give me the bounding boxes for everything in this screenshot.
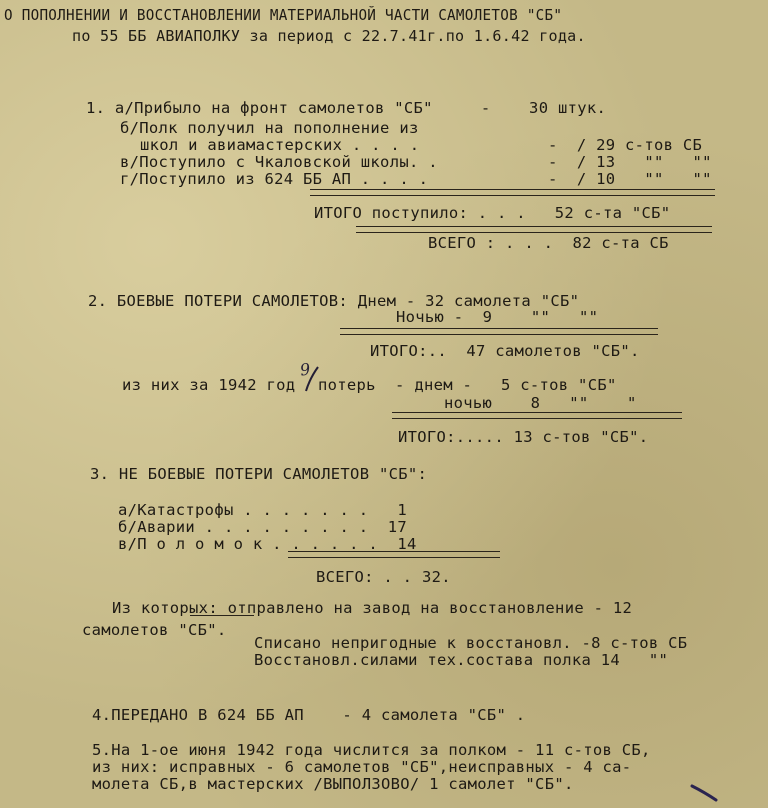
s3-note-1: Из которых: отправлено на завод на восстановление - 12 <box>112 599 633 617</box>
s3-note-4: Восстановл.силами тех.состава полка 14 "" <box>254 651 669 669</box>
s1-item-v: в/Поступило с Чкаловской школы. . <box>120 153 438 171</box>
s2-from-1942-label: из них за 1942 год <box>122 376 296 394</box>
s3-item-a: а/Катастрофы . . . . . . . 1 <box>118 501 407 519</box>
s2-rule-2 <box>392 412 682 419</box>
s3-note-underline <box>190 615 254 616</box>
s5-line-1: 5.На 1-ое июня 1942 года числится за полком - 11 с-тов СБ, <box>92 741 651 759</box>
s3-note-2: самолетов "СБ". <box>82 621 227 639</box>
s2-from-1942-losses: потерь - днем - 5 с-тов "СБ" <box>318 376 617 394</box>
header-line-2: по 55 ББ АВИАПОЛКУ за период с 22.7.41г.по 1.6.42 года. <box>72 27 586 45</box>
s3-rule <box>288 551 500 558</box>
s2-itogo: ИТОГО:.. 47 самолетов "СБ". <box>370 342 640 360</box>
s1-item-a: 1. а/Прибыло на фронт самолетов "СБ" - 30 штук. <box>86 99 607 117</box>
s1-vsego: ВСЕГО : . . . 82 с-та СБ <box>428 234 669 252</box>
s5-line-2: из них: исправных - 6 самолетов "СБ",неисправных - 4 са- <box>92 758 632 776</box>
s3-vsego: ВСЕГО: . . 32. <box>316 568 451 586</box>
s1-itogo: ИТОГО поступило: . . . 52 с-та "СБ" <box>314 204 671 222</box>
s1-item-v-value: - / 13 "" "" <box>548 153 712 171</box>
header-line-1: О ПОПОЛНЕНИИ И ВОССТАНОВЛЕНИИ МАТЕРИАЛЬНОЙ ЧАСТИ САМОЛЕТОВ "СБ" <box>4 6 563 24</box>
s1-item-g-value: - / 10 "" "" <box>548 170 712 188</box>
s2-night-2: ночью 8 "" " <box>444 394 637 412</box>
pencil-tick-mark <box>690 782 720 802</box>
s3-item-b: б/Аварии . . . . . . . . . 17 <box>118 518 407 536</box>
s3-item-v: в/П о л о м о к . . . . . . 14 <box>118 535 417 553</box>
s5-line-3: молета СБ,в мастерских /ВЫПОЛЗОВО/ 1 самолет "СБ". <box>92 775 574 793</box>
s1-item-g: г/Поступило из 624 ББ АП . . . . <box>120 170 429 188</box>
s1-rule-2 <box>356 226 712 233</box>
s2-night: Ночью - 9 "" "" <box>396 308 599 326</box>
s1-item-b-line2: школ и авиамастерских . . . . <box>140 136 420 154</box>
s1-item-b-line1: б/Полк получил на пополнение из <box>120 119 419 137</box>
s2-handwritten-number: 9 <box>298 359 312 380</box>
s2-title: 2. БОЕВЫЕ ПОТЕРИ САМОЛЕТОВ: Днем - 32 самолета "СБ" <box>88 292 580 310</box>
s2-rule-1 <box>340 328 658 335</box>
s1-rule-1 <box>310 189 715 196</box>
s4-text: 4.ПЕРЕДАНО В 624 ББ АП - 4 самолета "СБ" . <box>92 706 526 724</box>
s2-itogo-2: ИТОГО:..... 13 с-тов "СБ". <box>398 428 649 446</box>
s3-title: 3. НЕ БОЕВЫЕ ПОТЕРИ САМОЛЕТОВ "СБ": <box>90 465 428 483</box>
s3-note-3: Списано непригодные к восстановл. -8 с-тов СБ <box>254 634 688 652</box>
s1-item-b-value: - / 29 с-тов СБ <box>548 136 703 154</box>
